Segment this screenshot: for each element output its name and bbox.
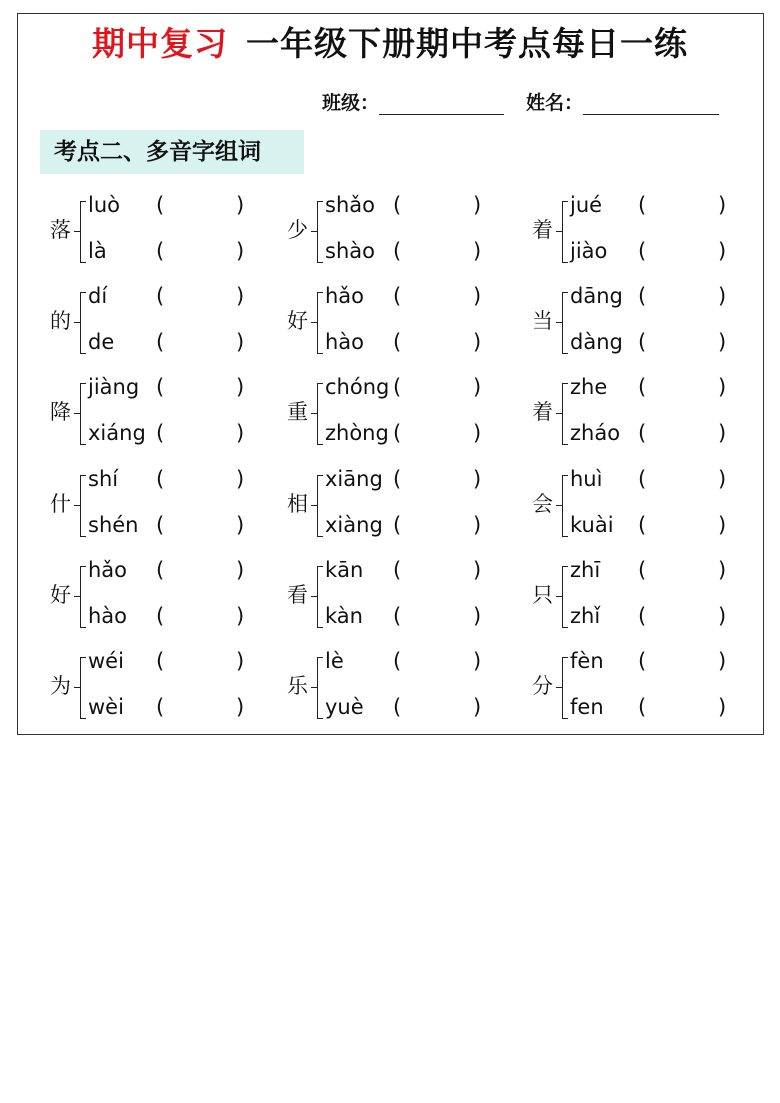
pinyin-bottom: wèi	[88, 695, 124, 719]
polyphone-item	[287, 467, 507, 547]
pinyin-top: shí	[88, 467, 119, 491]
pinyin-top: jiàng	[88, 375, 140, 399]
answer-paren-open: (	[156, 695, 165, 719]
answer-paren-open: (	[156, 513, 165, 537]
answer-paren-open: (	[156, 558, 165, 582]
hanzi-character: 看	[287, 583, 308, 607]
polyphone-item	[287, 558, 507, 638]
brace	[317, 383, 323, 445]
pinyin-top: fèn	[570, 649, 604, 673]
hanzi-character: 降	[50, 400, 71, 424]
hanzi-character: 为	[50, 674, 71, 698]
answer-paren-open: (	[638, 421, 647, 445]
answer-paren-open: (	[393, 604, 402, 628]
answer-paren-open: (	[638, 695, 647, 719]
brace	[562, 201, 568, 263]
answer-paren-close[interactable]: )	[473, 513, 482, 537]
answer-paren-open: (	[156, 421, 165, 445]
pinyin-top: chóng	[325, 375, 390, 399]
pinyin-bottom: kàn	[325, 604, 363, 628]
polyphone-item	[50, 467, 270, 547]
student-info	[322, 88, 719, 115]
hanzi-character: 当	[532, 309, 553, 333]
brace	[80, 383, 86, 445]
pinyin-bottom: dàng	[570, 330, 623, 354]
pinyin-bottom: yuè	[325, 695, 364, 719]
answer-paren-open: (	[393, 375, 402, 399]
pinyin-bottom: hào	[325, 330, 365, 354]
brace	[562, 292, 568, 354]
hanzi-character: 什	[50, 492, 71, 516]
answer-paren-open: (	[156, 604, 165, 628]
answer-paren-open: (	[638, 513, 647, 537]
answer-paren-close[interactable]: )	[718, 604, 727, 628]
polyphone-item	[532, 284, 752, 364]
pinyin-bottom: zhòng	[325, 421, 389, 445]
answer-paren-close[interactable]: )	[473, 239, 482, 263]
answer-paren-open: (	[156, 284, 165, 308]
answer-paren-close[interactable]: )	[473, 330, 482, 354]
answer-paren-close[interactable]: )	[718, 330, 727, 354]
answer-paren-open: (	[393, 193, 402, 217]
brace	[80, 292, 86, 354]
brace	[317, 657, 323, 719]
answer-paren-open: (	[638, 284, 647, 308]
hanzi-character: 只	[532, 583, 553, 607]
answer-paren-close[interactable]: )	[473, 649, 482, 673]
answer-paren-close[interactable]: )	[236, 421, 245, 445]
pinyin-top: jué	[570, 193, 603, 217]
hanzi-character: 着	[532, 400, 553, 424]
pinyin-top: hǎo	[325, 284, 365, 308]
polyphone-item	[532, 558, 752, 638]
answer-paren-close[interactable]: )	[718, 193, 727, 217]
answer-paren-close[interactable]: )	[236, 193, 245, 217]
answer-paren-close[interactable]: )	[473, 193, 482, 217]
hanzi-character: 的	[50, 309, 71, 333]
brace	[562, 566, 568, 628]
pinyin-top: dāng	[570, 284, 623, 308]
pinyin-bottom: shén	[88, 513, 139, 537]
pinyin-top: dí	[88, 284, 108, 308]
polyphone-item	[532, 649, 752, 729]
pinyin-bottom: kuài	[570, 513, 614, 537]
brace	[317, 475, 323, 537]
answer-paren-open: (	[156, 330, 165, 354]
brace	[317, 201, 323, 263]
polyphone-item	[532, 467, 752, 547]
polyphone-item	[50, 558, 270, 638]
name-label: 姓名：	[526, 92, 584, 114]
hanzi-character: 会	[532, 492, 553, 516]
polyphone-item	[50, 649, 270, 729]
pinyin-top: shǎo	[325, 193, 375, 217]
answer-paren-close[interactable]: )	[473, 421, 482, 445]
answer-paren-open: (	[638, 375, 647, 399]
answer-paren-open: (	[638, 604, 647, 628]
pinyin-top: hǎo	[88, 558, 128, 582]
pinyin-bottom: fen	[570, 695, 604, 719]
answer-paren-close[interactable]: )	[236, 330, 245, 354]
answer-paren-open: (	[393, 330, 402, 354]
brace	[80, 475, 86, 537]
hanzi-character: 着	[532, 218, 553, 242]
pinyin-bottom: hào	[88, 604, 128, 628]
answer-paren-close[interactable]: )	[236, 649, 245, 673]
answer-paren-close[interactable]: )	[236, 375, 245, 399]
pinyin-top: zhī	[570, 558, 601, 582]
answer-paren-open: (	[393, 284, 402, 308]
answer-paren-open: (	[156, 239, 165, 263]
pinyin-bottom: xiàng	[325, 513, 383, 537]
answer-paren-open: (	[638, 239, 647, 263]
answer-paren-close[interactable]: )	[236, 513, 245, 537]
pinyin-bottom: là	[88, 239, 107, 263]
pinyin-top: wéi	[88, 649, 124, 673]
class-label: 班级：	[322, 92, 380, 114]
answer-paren-close[interactable]: )	[236, 558, 245, 582]
hanzi-character: 相	[287, 492, 308, 516]
pinyin-bottom: de	[88, 330, 115, 354]
answer-paren-close[interactable]: )	[718, 421, 727, 445]
hanzi-character: 重	[287, 400, 308, 424]
hanzi-character: 好	[50, 583, 71, 607]
polyphone-item	[50, 375, 270, 455]
answer-paren-open: (	[156, 649, 165, 673]
hanzi-character: 乐	[287, 674, 308, 698]
brace	[562, 657, 568, 719]
answer-paren-open: (	[638, 193, 647, 217]
pinyin-bottom: shào	[325, 239, 375, 263]
answer-paren-open: (	[638, 558, 647, 582]
hanzi-character: 分	[532, 674, 553, 698]
answer-paren-open: (	[393, 421, 402, 445]
class-field[interactable]	[379, 94, 504, 115]
answer-paren-close[interactable]: )	[473, 604, 482, 628]
answer-paren-close[interactable]: )	[236, 695, 245, 719]
pinyin-top: huì	[570, 467, 603, 491]
brace	[317, 566, 323, 628]
brace	[562, 475, 568, 537]
section-heading: 考点二、多音字组词	[40, 130, 304, 174]
answer-paren-close[interactable]: )	[718, 239, 727, 263]
pinyin-bottom: jiào	[570, 239, 608, 263]
answer-paren-open: (	[393, 513, 402, 537]
answer-paren-close[interactable]: )	[473, 375, 482, 399]
brace	[317, 292, 323, 354]
hanzi-character: 少	[287, 218, 308, 242]
polyphone-item	[287, 284, 507, 364]
answer-paren-close[interactable]: )	[718, 558, 727, 582]
answer-paren-close[interactable]: )	[236, 467, 245, 491]
answer-paren-open: (	[156, 193, 165, 217]
polyphone-item	[50, 284, 270, 364]
answer-paren-close[interactable]: )	[473, 695, 482, 719]
polyphone-item	[287, 375, 507, 455]
answer-paren-open: (	[156, 467, 165, 491]
polyphone-item	[532, 193, 752, 273]
answer-paren-close[interactable]: )	[718, 284, 727, 308]
brace	[562, 383, 568, 445]
brace	[80, 566, 86, 628]
answer-paren-close[interactable]: )	[473, 558, 482, 582]
polyphone-item	[532, 375, 752, 455]
polyphone-item	[287, 193, 507, 273]
brace	[80, 657, 86, 719]
brace	[80, 201, 86, 263]
answer-paren-open: (	[638, 467, 647, 491]
answer-paren-open: (	[156, 375, 165, 399]
answer-paren-open: (	[393, 467, 402, 491]
answer-paren-close[interactable]: )	[718, 513, 727, 537]
answer-paren-close[interactable]: )	[473, 284, 482, 308]
polyphone-item	[287, 649, 507, 729]
answer-paren-open: (	[393, 239, 402, 263]
pinyin-bottom: zhǐ	[570, 604, 601, 628]
title-highlight: 期中复习	[92, 24, 228, 63]
pinyin-bottom: xiáng	[88, 421, 146, 445]
answer-paren-close[interactable]: )	[473, 467, 482, 491]
page-title	[0, 18, 780, 65]
answer-paren-open: (	[638, 649, 647, 673]
pinyin-top: kān	[325, 558, 364, 582]
answer-paren-close[interactable]: )	[718, 467, 727, 491]
answer-paren-open: (	[393, 649, 402, 673]
name-field[interactable]	[583, 94, 719, 115]
answer-paren-open: (	[393, 558, 402, 582]
title-main: 一年级下册期中考点每日一练	[246, 24, 688, 63]
hanzi-character: 好	[287, 309, 308, 333]
answer-paren-close[interactable]: )	[236, 239, 245, 263]
answer-paren-close[interactable]: )	[718, 649, 727, 673]
answer-paren-close[interactable]: )	[236, 604, 245, 628]
pinyin-top: lè	[325, 649, 344, 673]
answer-paren-close[interactable]: )	[718, 695, 727, 719]
pinyin-top: xiāng	[325, 467, 383, 491]
pinyin-bottom: zháo	[570, 421, 621, 445]
hanzi-character: 落	[50, 218, 71, 242]
pinyin-top: zhe	[570, 375, 608, 399]
polyphone-item	[50, 193, 270, 273]
pinyin-top: luò	[88, 193, 120, 217]
answer-paren-open: (	[393, 695, 402, 719]
answer-paren-close[interactable]: )	[236, 284, 245, 308]
answer-paren-close[interactable]: )	[718, 375, 727, 399]
answer-paren-open: (	[638, 330, 647, 354]
